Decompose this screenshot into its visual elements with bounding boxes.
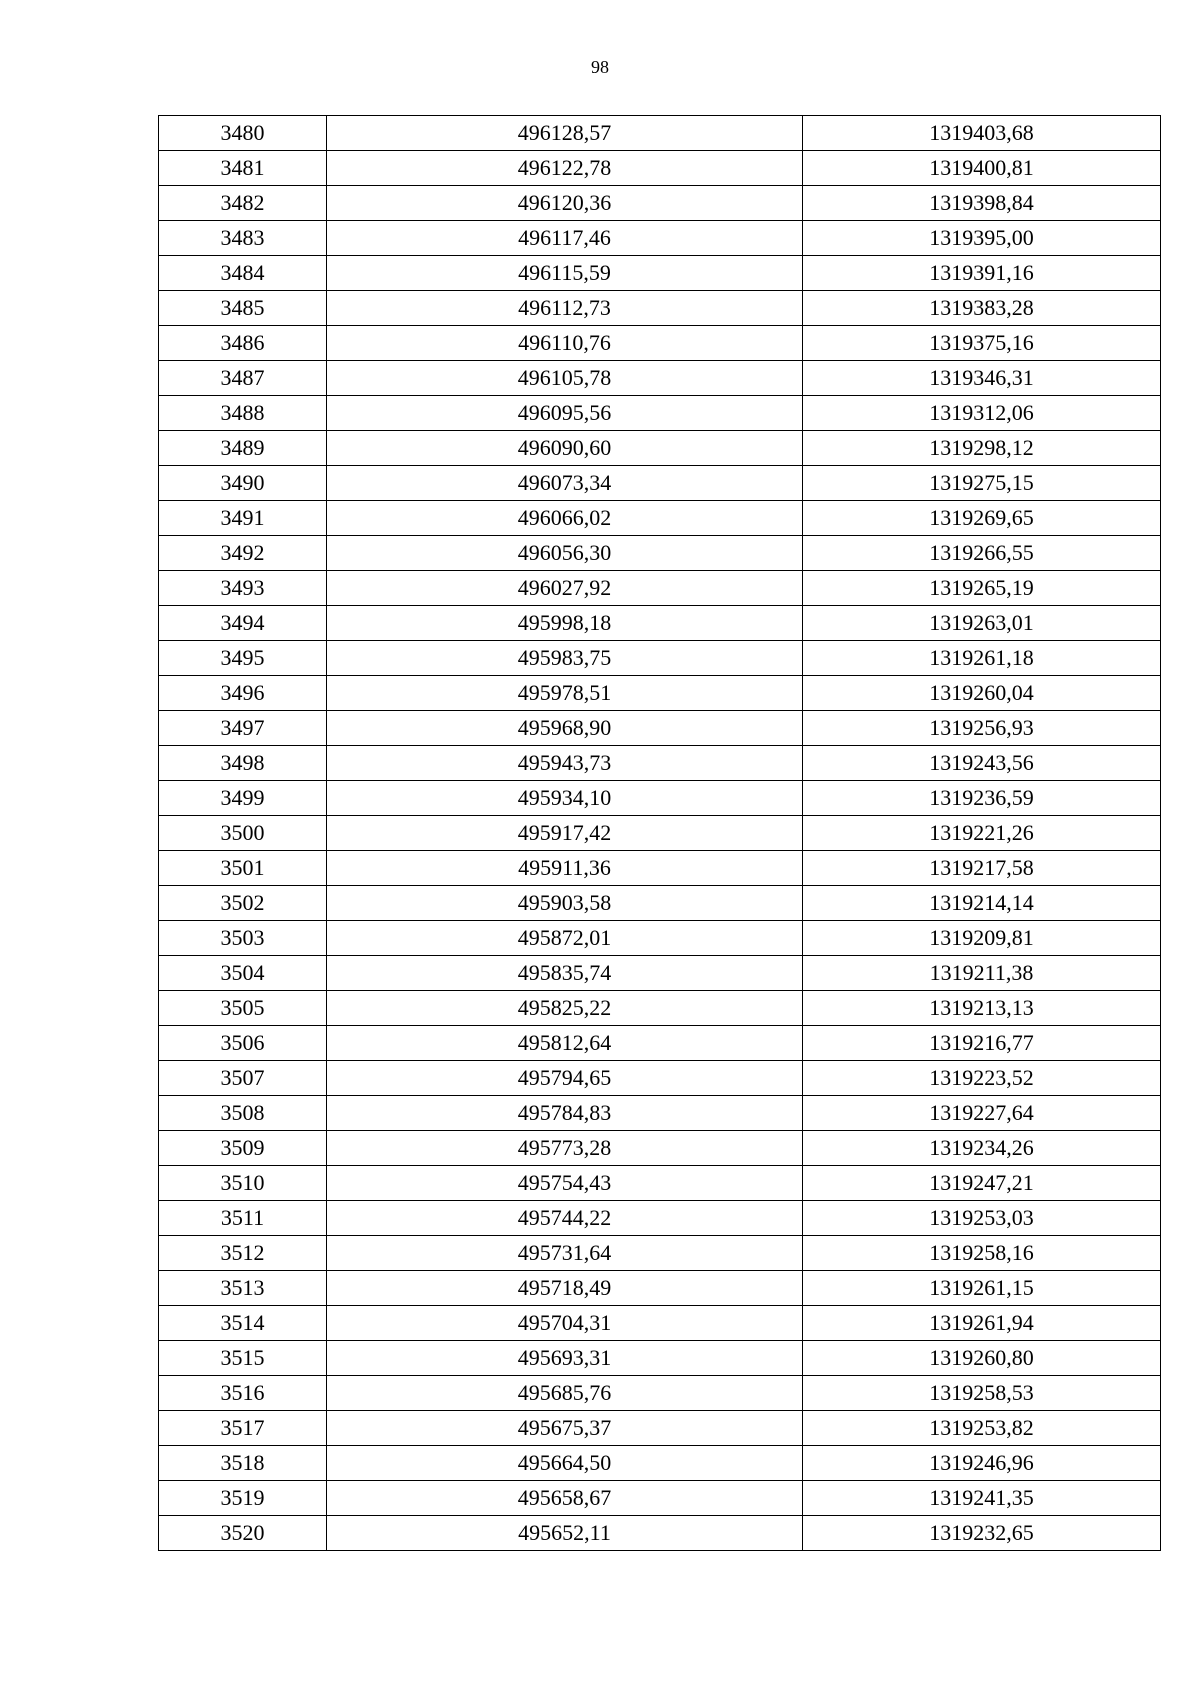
table-row	[159, 1271, 1161, 1306]
x-coordinate-cell: 496095,56	[327, 396, 803, 431]
x-coordinate-cell: 495652,11	[327, 1516, 803, 1551]
x-coordinate-cell: 495911,36	[327, 851, 803, 886]
y-coordinate-cell: 1319298,12	[803, 431, 1161, 466]
point-number-cell: 3501	[159, 851, 327, 886]
y-coordinate-cell: 1319234,26	[803, 1131, 1161, 1166]
x-coordinate-cell: 495718,49	[327, 1271, 803, 1306]
x-coordinate-cell: 496128,57	[327, 116, 803, 151]
x-coordinate-cell: 495664,50	[327, 1446, 803, 1481]
y-coordinate-cell: 1319258,16	[803, 1236, 1161, 1271]
y-coordinate-cell: 1319391,16	[803, 256, 1161, 291]
x-coordinate-cell: 495835,74	[327, 956, 803, 991]
y-coordinate-cell: 1319261,15	[803, 1271, 1161, 1306]
coordinates-table	[158, 115, 1161, 1551]
y-coordinate-cell: 1319263,01	[803, 606, 1161, 641]
point-number-cell: 3483	[159, 221, 327, 256]
table-row	[159, 1446, 1161, 1481]
point-number-cell: 3493	[159, 571, 327, 606]
x-coordinate-cell: 496120,36	[327, 186, 803, 221]
x-coordinate-cell: 495658,67	[327, 1481, 803, 1516]
table-row	[159, 571, 1161, 606]
point-number-cell: 3516	[159, 1376, 327, 1411]
x-coordinate-cell: 495794,65	[327, 1061, 803, 1096]
table-row	[159, 886, 1161, 921]
table-row	[159, 921, 1161, 956]
point-number-cell: 3507	[159, 1061, 327, 1096]
table-row	[159, 991, 1161, 1026]
y-coordinate-cell: 1319216,77	[803, 1026, 1161, 1061]
x-coordinate-cell: 495998,18	[327, 606, 803, 641]
table-row	[159, 326, 1161, 361]
point-number-cell: 3488	[159, 396, 327, 431]
table-row	[159, 466, 1161, 501]
table-row	[159, 536, 1161, 571]
y-coordinate-cell: 1319256,93	[803, 711, 1161, 746]
table-row	[159, 1481, 1161, 1516]
table-row	[159, 1061, 1161, 1096]
y-coordinate-cell: 1319247,21	[803, 1166, 1161, 1201]
table-row	[159, 816, 1161, 851]
page-number: 98	[591, 57, 609, 77]
x-coordinate-cell: 495978,51	[327, 676, 803, 711]
y-coordinate-cell: 1319243,56	[803, 746, 1161, 781]
coordinates-table-body	[159, 116, 1161, 1551]
x-coordinate-cell: 495903,58	[327, 886, 803, 921]
x-coordinate-cell: 496056,30	[327, 536, 803, 571]
y-coordinate-cell: 1319266,55	[803, 536, 1161, 571]
x-coordinate-cell: 495693,31	[327, 1341, 803, 1376]
y-coordinate-cell: 1319221,26	[803, 816, 1161, 851]
y-coordinate-cell: 1319211,38	[803, 956, 1161, 991]
x-coordinate-cell: 495943,73	[327, 746, 803, 781]
table-row	[159, 1376, 1161, 1411]
y-coordinate-cell: 1319312,06	[803, 396, 1161, 431]
table-row	[159, 1236, 1161, 1271]
point-number-cell: 3513	[159, 1271, 327, 1306]
x-coordinate-cell: 495934,10	[327, 781, 803, 816]
point-number-cell: 3506	[159, 1026, 327, 1061]
point-number-cell: 3517	[159, 1411, 327, 1446]
table-row	[159, 1411, 1161, 1446]
table-row	[159, 116, 1161, 151]
table-row	[159, 956, 1161, 991]
x-coordinate-cell: 495773,28	[327, 1131, 803, 1166]
x-coordinate-cell: 496122,78	[327, 151, 803, 186]
point-number-cell: 3515	[159, 1341, 327, 1376]
y-coordinate-cell: 1319400,81	[803, 151, 1161, 186]
y-coordinate-cell: 1319236,59	[803, 781, 1161, 816]
point-number-cell: 3505	[159, 991, 327, 1026]
table-row	[159, 151, 1161, 186]
x-coordinate-cell: 496090,60	[327, 431, 803, 466]
x-coordinate-cell: 496110,76	[327, 326, 803, 361]
point-number-cell: 3496	[159, 676, 327, 711]
x-coordinate-cell: 495917,42	[327, 816, 803, 851]
table-row	[159, 781, 1161, 816]
x-coordinate-cell: 496073,34	[327, 466, 803, 501]
point-number-cell: 3512	[159, 1236, 327, 1271]
table-row	[159, 1201, 1161, 1236]
point-number-cell: 3482	[159, 186, 327, 221]
x-coordinate-cell: 495812,64	[327, 1026, 803, 1061]
table-row	[159, 431, 1161, 466]
y-coordinate-cell: 1319260,80	[803, 1341, 1161, 1376]
point-number-cell: 3491	[159, 501, 327, 536]
point-number-cell: 3490	[159, 466, 327, 501]
y-coordinate-cell: 1319398,84	[803, 186, 1161, 221]
point-number-cell: 3495	[159, 641, 327, 676]
x-coordinate-cell: 495983,75	[327, 641, 803, 676]
y-coordinate-cell: 1319209,81	[803, 921, 1161, 956]
table-row	[159, 291, 1161, 326]
table-row	[159, 1131, 1161, 1166]
x-coordinate-cell: 495754,43	[327, 1166, 803, 1201]
point-number-cell: 3497	[159, 711, 327, 746]
y-coordinate-cell: 1319261,94	[803, 1306, 1161, 1341]
point-number-cell: 3504	[159, 956, 327, 991]
point-number-cell: 3519	[159, 1481, 327, 1516]
point-number-cell: 3511	[159, 1201, 327, 1236]
table-row	[159, 361, 1161, 396]
y-coordinate-cell: 1319383,28	[803, 291, 1161, 326]
y-coordinate-cell: 1319217,58	[803, 851, 1161, 886]
point-number-cell: 3494	[159, 606, 327, 641]
x-coordinate-cell: 495968,90	[327, 711, 803, 746]
y-coordinate-cell: 1319253,03	[803, 1201, 1161, 1236]
y-coordinate-cell: 1319214,14	[803, 886, 1161, 921]
point-number-cell: 3510	[159, 1166, 327, 1201]
point-number-cell: 3485	[159, 291, 327, 326]
point-number-cell: 3514	[159, 1306, 327, 1341]
table-row	[159, 186, 1161, 221]
y-coordinate-cell: 1319258,53	[803, 1376, 1161, 1411]
point-number-cell: 3480	[159, 116, 327, 151]
y-coordinate-cell: 1319213,13	[803, 991, 1161, 1026]
x-coordinate-cell: 496117,46	[327, 221, 803, 256]
point-number-cell: 3487	[159, 361, 327, 396]
x-coordinate-cell: 496066,02	[327, 501, 803, 536]
table-row	[159, 1516, 1161, 1551]
y-coordinate-cell: 1319260,04	[803, 676, 1161, 711]
table-row	[159, 396, 1161, 431]
x-coordinate-cell: 496112,73	[327, 291, 803, 326]
point-number-cell: 3481	[159, 151, 327, 186]
point-number-cell: 3503	[159, 921, 327, 956]
x-coordinate-cell: 495744,22	[327, 1201, 803, 1236]
x-coordinate-cell: 496027,92	[327, 571, 803, 606]
y-coordinate-cell: 1319346,31	[803, 361, 1161, 396]
y-coordinate-cell: 1319241,35	[803, 1481, 1161, 1516]
x-coordinate-cell: 495731,64	[327, 1236, 803, 1271]
y-coordinate-cell: 1319232,65	[803, 1516, 1161, 1551]
y-coordinate-cell: 1319253,82	[803, 1411, 1161, 1446]
x-coordinate-cell: 495784,83	[327, 1096, 803, 1131]
y-coordinate-cell: 1319275,15	[803, 466, 1161, 501]
point-number-cell: 3518	[159, 1446, 327, 1481]
table-row	[159, 746, 1161, 781]
table-row	[159, 1026, 1161, 1061]
table-row	[159, 1096, 1161, 1131]
point-number-cell: 3484	[159, 256, 327, 291]
table-row	[159, 1166, 1161, 1201]
point-number-cell: 3500	[159, 816, 327, 851]
table-row	[159, 1306, 1161, 1341]
table-row	[159, 256, 1161, 291]
point-number-cell: 3520	[159, 1516, 327, 1551]
point-number-cell: 3508	[159, 1096, 327, 1131]
table-row	[159, 1341, 1161, 1376]
x-coordinate-cell: 495685,76	[327, 1376, 803, 1411]
point-number-cell: 3502	[159, 886, 327, 921]
y-coordinate-cell: 1319265,19	[803, 571, 1161, 606]
point-number-cell: 3499	[159, 781, 327, 816]
x-coordinate-cell: 495704,31	[327, 1306, 803, 1341]
table-row	[159, 606, 1161, 641]
x-coordinate-cell: 495872,01	[327, 921, 803, 956]
y-coordinate-cell: 1319395,00	[803, 221, 1161, 256]
x-coordinate-cell: 495825,22	[327, 991, 803, 1026]
y-coordinate-cell: 1319261,18	[803, 641, 1161, 676]
y-coordinate-cell: 1319269,65	[803, 501, 1161, 536]
y-coordinate-cell: 1319223,52	[803, 1061, 1161, 1096]
x-coordinate-cell: 496105,78	[327, 361, 803, 396]
x-coordinate-cell: 496115,59	[327, 256, 803, 291]
table-row	[159, 676, 1161, 711]
point-number-cell: 3489	[159, 431, 327, 466]
table-row	[159, 221, 1161, 256]
y-coordinate-cell: 1319227,64	[803, 1096, 1161, 1131]
point-number-cell: 3492	[159, 536, 327, 571]
point-number-cell: 3486	[159, 326, 327, 361]
x-coordinate-cell: 495675,37	[327, 1411, 803, 1446]
y-coordinate-cell: 1319403,68	[803, 116, 1161, 151]
point-number-cell: 3498	[159, 746, 327, 781]
table-row	[159, 711, 1161, 746]
table-row	[159, 641, 1161, 676]
table-row	[159, 501, 1161, 536]
y-coordinate-cell: 1319375,16	[803, 326, 1161, 361]
table-row	[159, 851, 1161, 886]
point-number-cell: 3509	[159, 1131, 327, 1166]
y-coordinate-cell: 1319246,96	[803, 1446, 1161, 1481]
